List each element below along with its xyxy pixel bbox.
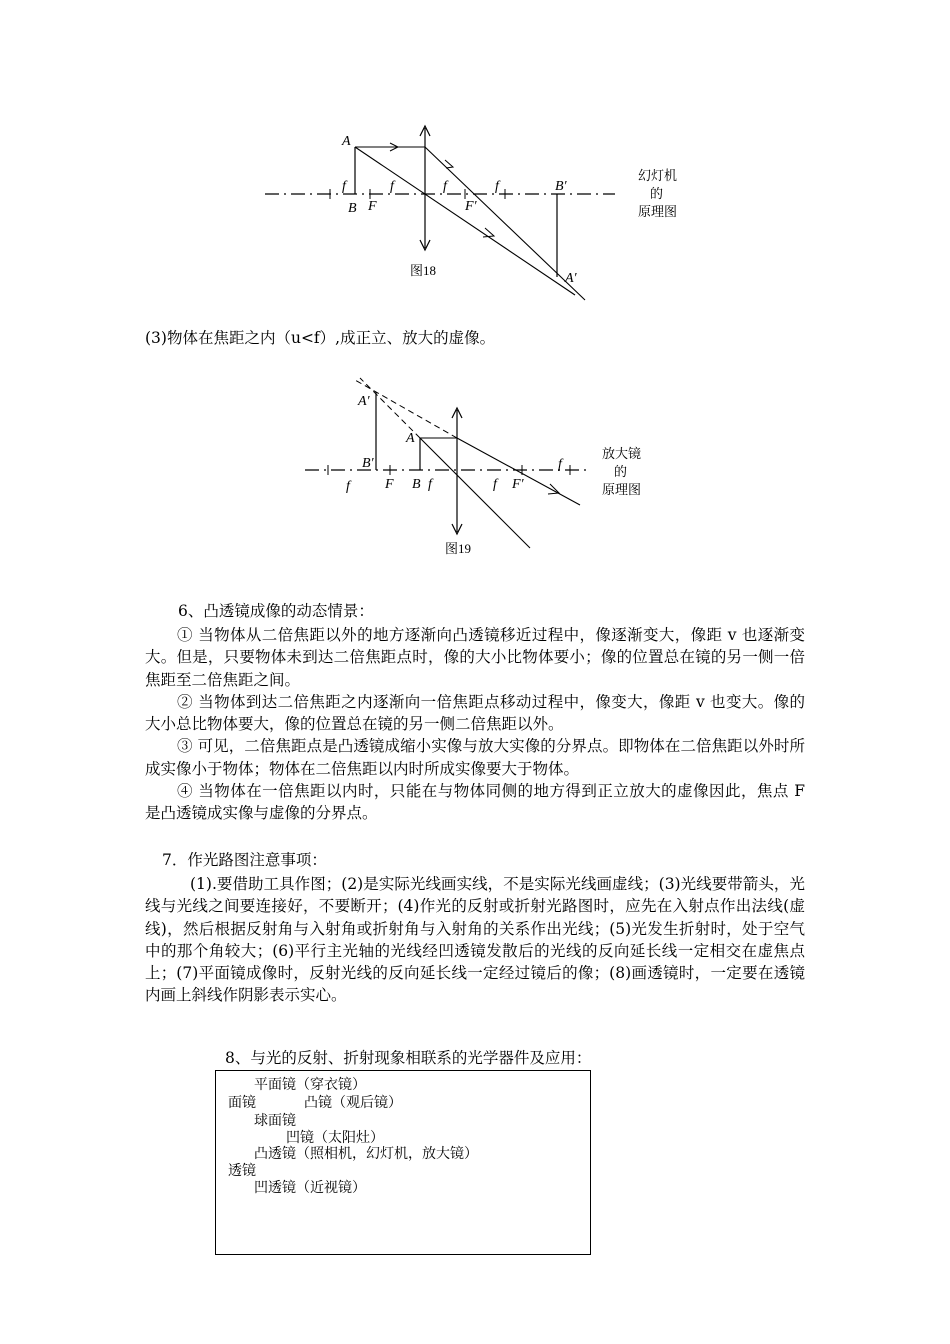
label-f-prime: F′ [465,199,477,214]
section-6-item-4: ④ 当物体在一倍焦距以内时，只能在与物体同侧的地方得到正立放大的虚像因此，焦点 F 是凸透镜成实像与虚像的分界点。 [145,782,805,823]
box-row-plane-mirror: 平面镜（穿衣镜） [254,1077,366,1093]
box-row-mirror: 面镜 [228,1095,256,1111]
box-row-lens: 透镜 [228,1163,256,1179]
label-f1-19: f [346,479,350,494]
label-a-prime: A′ [565,271,577,286]
box-row-concave-lens: 凹透镜（近视镜） [254,1180,366,1196]
section-8-heading: 8、与光的反射、折射现象相联系的光学器件及应用： [225,1049,592,1067]
label-f-focus: F [368,199,377,214]
label-b-prime-19: B′ [362,456,374,471]
label-f1: f [342,179,346,194]
box-row-concave-mirror: 凹镜（太阳灶） [286,1130,384,1146]
label-f4-19: f [558,457,562,472]
label-b-19: B [412,477,421,492]
figure-18 [260,120,700,310]
figure-19-side-label-3: 原理图 [602,482,642,497]
figure-18-side-label-1: 幻灯机 [638,168,678,183]
section-6-heading: 6、凸透镜成像的动态情景： [178,602,374,620]
label-f-focus-19: F [385,477,394,492]
label-f2-19: f [428,477,432,492]
label-b: B [348,201,357,216]
label-a-19: A [406,431,415,446]
label-b-prime: B′ [555,179,567,194]
label-a: A [342,134,351,149]
optical-devices-box [215,1070,591,1255]
figure-19-diagram [300,370,660,560]
section-7-heading: 7．作光路图注意事项： [162,851,327,869]
section-6-item-3: ③ 可见，二倍焦距点是凸透镜成缩小实像与放大实像的分界点。即物体在二倍焦距以外时所成实像小于物体；物体在二倍焦距以内时所成实像要大于物体。 [145,737,805,778]
section-6-items [145,624,805,825]
figure-19 [300,370,660,560]
label-a-prime-19: A′ [358,394,370,409]
label-f4: f [495,179,499,194]
figure-18-side-label-2: 的 [650,186,664,201]
label-f-prime-19: F′ [512,477,524,492]
figure-18-diagram [260,120,700,310]
figure-19-side-label-1: 放大镜 [602,446,642,461]
section-6-item-1: ① 当物体从二倍焦距以外的地方逐渐向凸透镜移近过程中，像逐渐变大，像距 v 也逐渐变大。但是，只要物体未到达二倍焦距点时，像的大小比物体要小；像的位置总在镜的另一侧一倍焦距至二倍焦距之间。 [145,626,805,689]
label-f3-19: f [493,477,497,492]
label-f2: f [390,179,394,194]
box-row-convex-mirror: 凸镜（观后镜） [304,1095,402,1111]
section-6-item-2: ② 当物体到达二倍焦距之内逐渐向一倍焦距点移动过程中，像变大，像距 v 也变大。像的大小总比物体要大，像的位置总在镜的另一侧二倍焦距以外。 [145,692,805,734]
figure-18-side-label-3: 原理图 [638,204,678,219]
figure-19-caption: 图19 [445,541,472,556]
box-row-convex-lens: 凸透镜（照相机，幻灯机，放大镜） [254,1146,478,1162]
section-7-body: (1).要借助工具作图；(2)是实际光线画实线，不是实际光线画虚线；(3)光线要带箭头，光线与光线之间要连接好，不要断开；(4)作光的反射或折射光路图时，应先在入射点作出法线(虚线)，然后根据反射角与入射角或折射角与入射角的关系作出光线；(5)光发生折射时，处于空气中的那个角较大；(6)平行主光轴的光线经凹透镜发散后的光线的反向延长线一定相交在虚焦点上；(7)平面镜成像时，反射光线的反向延长线一定经过镜后的像；(8)画透镜时，一定要在透镜内画上斜线作阴影表示实心。 [145,875,805,1005]
figure-18-caption: 图18 [410,263,437,278]
figure-19-side-label-2: 的 [614,464,628,479]
case-3-text: (3)物体在焦距之内（u<f）,成正立、放大的虚像。 [145,329,496,347]
box-row-spherical-mirror: 球面镜 [254,1113,296,1129]
label-f3: f [443,179,447,194]
